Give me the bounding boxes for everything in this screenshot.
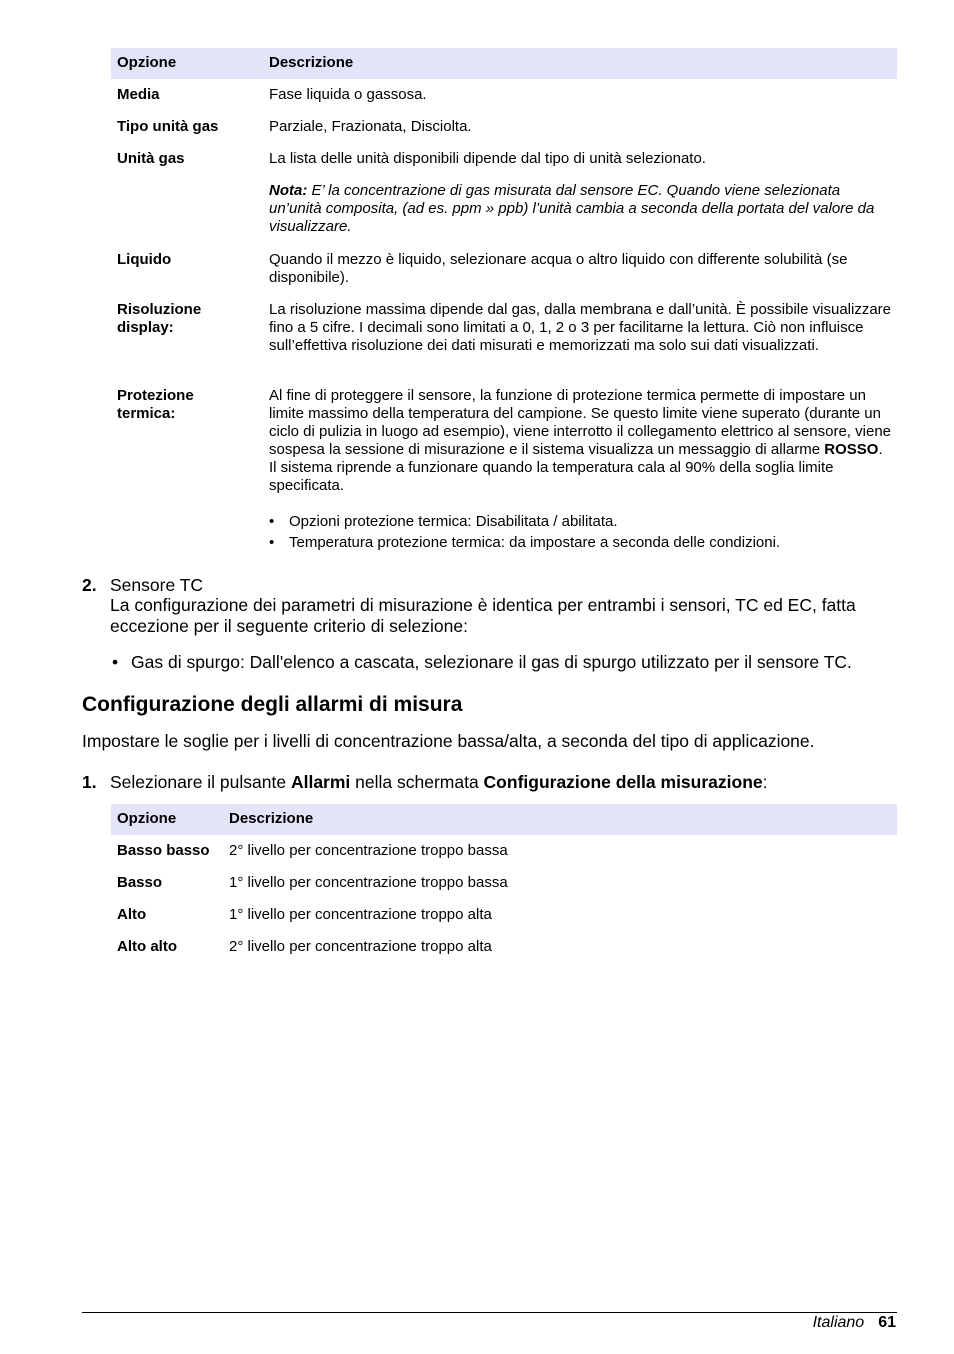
- step1-text: [110, 772, 768, 793]
- table1-option-protezione-termica: Protezione termica:: [117, 387, 194, 422]
- table1-desc-liquido: Quando il mezzo è liquido, selezionare acqua o altro liquido con differente solubilità (se disponibile).: [269, 251, 848, 286]
- table2-option-basso: Basso: [117, 874, 163, 891]
- step1-b2: Configurazione della misurazione: [483, 772, 763, 792]
- table2-option-alto-alto: Alto alto: [117, 938, 177, 955]
- table2-desc-basso-basso: 2° livello per concentrazione troppo bassa: [229, 842, 508, 859]
- table1-option-liquido: Liquido: [117, 251, 172, 268]
- step1-t2: nella schermata: [350, 772, 484, 792]
- desc-after: . Il sistema riprende a funzionare quando la temperatura cala al 90% della soglia limite specificata.: [269, 441, 883, 494]
- bullet-marker: •: [269, 534, 275, 551]
- table1-bullet-opzioni: Opzioni protezione termica: Disabilitata / abilitata.: [289, 513, 618, 530]
- desc-before: Al fine di proteggere il sensore, la funzione di protezione termica permette di impostare un limite massimo della temperatura del campione. Se questo limite viene superato (durante un ciclo di pulizia in luogo ad esempio), viene interrotto il collegamento elettrico al sensore, viene sospesa la sessione di misurazione e il sistema visualizza un messaggio di allarme: [269, 387, 892, 458]
- step1-t1: Selezionare il pulsante: [110, 772, 291, 792]
- page-number: 61: [878, 1314, 896, 1331]
- table1-header-option: Opzione: [117, 54, 177, 71]
- table1-note-unita-gas: [269, 182, 893, 236]
- step2-text: La configurazione dei parametri di misurazione è identica per entrambi i sensori, TC ed EC, fatta eccezione per il seguente criterio di selezione:: [110, 595, 856, 636]
- bullet-marker: •: [112, 652, 119, 672]
- table2-header-description: Descrizione: [229, 810, 314, 827]
- step2-number: 2.: [82, 575, 97, 595]
- footer: [813, 1313, 896, 1333]
- table2-option-basso-basso: Basso basso: [117, 842, 210, 859]
- table2-desc-alto: 1° livello per concentrazione troppo alta: [229, 906, 492, 923]
- note-text: E’ la concentrazione di gas misurata dal sensore EC. Quando viene selezionata un’unità composita, (ad es. ppm » ppb) l’unità cambia a seconda della portata del valore da visualizzare.: [269, 182, 875, 235]
- bullet-marker: •: [269, 513, 275, 530]
- table2-option-alto: Alto: [117, 906, 147, 923]
- footer-language: Italiano: [812, 1314, 865, 1331]
- note-label: Nota:: [269, 182, 308, 199]
- desc-bold-rosso: ROSSO: [824, 441, 879, 458]
- table1-desc-tipo-unita-gas: Parziale, Frazionata, Disciolta.: [269, 118, 472, 135]
- table2-header-option: Opzione: [117, 810, 177, 827]
- step2-bullet: Gas di spurgo: Dall'elenco a cascata, selezionare il gas di spurgo utilizzato per il sensore TC.: [131, 652, 852, 672]
- table1-option-risoluzione-display: Risoluzione display:: [117, 301, 202, 336]
- step1-b1: Allarmi: [290, 772, 351, 792]
- table1-header-row: [111, 48, 897, 79]
- footer-rule: [82, 1312, 897, 1313]
- table1-bullet-temperatura: Temperatura protezione termica: da impostare a seconda delle condizioni.: [289, 534, 781, 551]
- table1-desc-unita-gas: La lista delle unità disponibili dipende dal tipo di unità selezionato.: [269, 150, 706, 167]
- table2-desc-basso: 1° livello per concentrazione troppo bassa: [229, 874, 508, 891]
- step2-title: Sensore TC: [110, 575, 204, 595]
- table2-desc-alto-alto: 2° livello per concentrazione troppo alta: [229, 938, 492, 955]
- table1-header-description: Descrizione: [269, 54, 354, 71]
- table1-option-media: Media: [117, 86, 160, 103]
- section-heading: Configurazione degli allarmi di misura: [82, 693, 463, 716]
- table1-option-unita-gas: Unità gas: [117, 150, 185, 167]
- step1-t3: :: [762, 772, 768, 792]
- table1-desc-media: Fase liquida o gassosa.: [269, 86, 427, 103]
- section-intro: Impostare le soglie per i livelli di concentrazione bassa/alta, a seconda del tipo di applicazione.: [82, 731, 815, 751]
- step1-number: 1.: [82, 772, 97, 792]
- table1-desc-protezione-termica: [269, 387, 893, 495]
- table1-option-tipo-unita-gas: Tipo unità gas: [117, 118, 219, 135]
- table1-desc-risoluzione-display: La risoluzione massima dipende dal gas, dalla membrana e dall’unità. È possibile visualizzare fino a 5 cifre. I decimali sono limitati a 0, 1, 2 o 3 per facilitarne la lettura. Ciò non influisce sull’effettiva risoluzione dei dati misurati e memorizzati ma solo sui dati visualizzati.: [269, 301, 892, 354]
